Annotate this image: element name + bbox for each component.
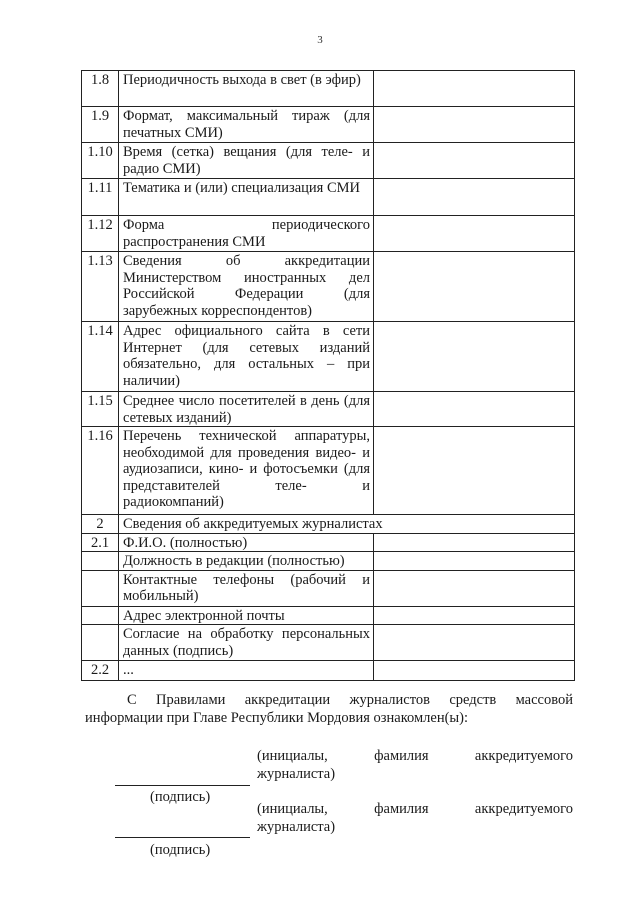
value-cell[interactable] (374, 322, 575, 392)
value-cell[interactable] (374, 552, 575, 571)
value-cell[interactable] (374, 252, 575, 322)
row-number: 2.2 (82, 661, 119, 681)
row-description: Должность в редакции (полностью) (119, 552, 374, 571)
value-cell[interactable] (374, 661, 575, 681)
table-row (82, 552, 575, 571)
table-row (82, 427, 575, 515)
row-description: Перечень технической аппаратуры, необходимой для проведения видео- и аудиозаписи, кино- и фотосъемки (для представителей теле- и радиокомпаний) (119, 427, 374, 515)
table-row (82, 216, 575, 252)
signer-caption-word: аккредитуемого (474, 748, 573, 764)
table-row (82, 515, 575, 534)
value-cell[interactable] (374, 107, 575, 143)
row-description: Согласие на обработку персональных данных (подпись) (119, 625, 374, 661)
acknowledgement-text: С Правилами аккредитации журналистов средств массовой информации при Главе Республики Мордовия ознакомлен(ы): (85, 692, 573, 726)
value-cell[interactable] (374, 392, 575, 427)
table-row (82, 143, 575, 179)
row-number: 1.12 (82, 216, 119, 252)
signer-caption-line2: журналиста) (257, 766, 336, 782)
row-number (82, 606, 119, 625)
value-cell[interactable] (374, 606, 575, 625)
table-row (82, 533, 575, 552)
row-number: 1.9 (82, 107, 119, 143)
signer-caption-line2: журналиста) (257, 819, 336, 835)
row-description: ... (119, 661, 374, 681)
row-number: 1.11 (82, 179, 119, 216)
table-row (82, 661, 575, 681)
row-description: Тематика и (или) специализация СМИ (119, 179, 374, 216)
signer-caption (257, 800, 573, 836)
row-number (82, 552, 119, 571)
table-row (82, 392, 575, 427)
value-cell[interactable] (374, 143, 575, 179)
signer-caption-word: фамилия (374, 748, 429, 764)
row-number: 1.8 (82, 71, 119, 107)
row-number: 2.1 (82, 533, 119, 552)
signer-caption-word: (инициалы, (257, 748, 328, 764)
row-description: Контактные телефоны (рабочий и мобильный) (119, 570, 374, 606)
row-description: Среднее число посетителей в день (для сетевых изданий) (119, 392, 374, 427)
value-cell[interactable] (374, 570, 575, 606)
row-number: 1.13 (82, 252, 119, 322)
accreditation-form-table (81, 70, 575, 681)
row-number: 1.14 (82, 322, 119, 392)
row-description: Форма периодического распространения СМИ (119, 216, 374, 252)
table-row (82, 570, 575, 606)
value-cell[interactable] (374, 533, 575, 552)
page-number: 3 (317, 34, 323, 46)
signer-caption (257, 747, 573, 783)
row-description: Адрес электронной почты (119, 606, 374, 625)
table-row (82, 179, 575, 216)
signer-caption-word: фамилия (374, 801, 429, 817)
row-number: 2 (82, 515, 119, 534)
row-number (82, 570, 119, 606)
signature-line[interactable] (115, 785, 250, 786)
row-description: Время (сетка) вещания (для теле- и радио СМИ) (119, 143, 374, 179)
row-description: Сведения об аккредитуемых журналистах (119, 515, 575, 534)
signature-caption: (подпись) (150, 842, 211, 858)
value-cell[interactable] (374, 427, 575, 515)
value-cell[interactable] (374, 71, 575, 107)
value-cell[interactable] (374, 216, 575, 252)
table-row (82, 252, 575, 322)
signer-caption-word: (инициалы, (257, 801, 328, 817)
row-description: Адрес официального сайта в сети Интернет (для сетевых изданий обязательно, для остальных – при наличии) (119, 322, 374, 392)
row-number: 1.10 (82, 143, 119, 179)
row-number (82, 625, 119, 661)
value-cell[interactable] (374, 625, 575, 661)
table-row (82, 322, 575, 392)
table-row (82, 606, 575, 625)
row-number: 1.15 (82, 392, 119, 427)
table-row (82, 107, 575, 143)
row-description: Ф.И.О. (полностью) (119, 533, 374, 552)
signature-line[interactable] (115, 837, 250, 838)
row-description: Периодичность выхода в свет (в эфир) (119, 71, 374, 107)
table-row (82, 625, 575, 661)
row-description: Сведения об аккредитации Министерством иностранных дел Российской Федерации (для зарубежных корреспондентов) (119, 252, 374, 322)
row-description: Формат, максимальный тираж (для печатных СМИ) (119, 107, 374, 143)
signature-caption: (подпись) (150, 789, 211, 805)
signer-caption-word: аккредитуемого (474, 801, 573, 817)
row-number: 1.16 (82, 427, 119, 515)
value-cell[interactable] (374, 179, 575, 216)
table-row (82, 71, 575, 107)
